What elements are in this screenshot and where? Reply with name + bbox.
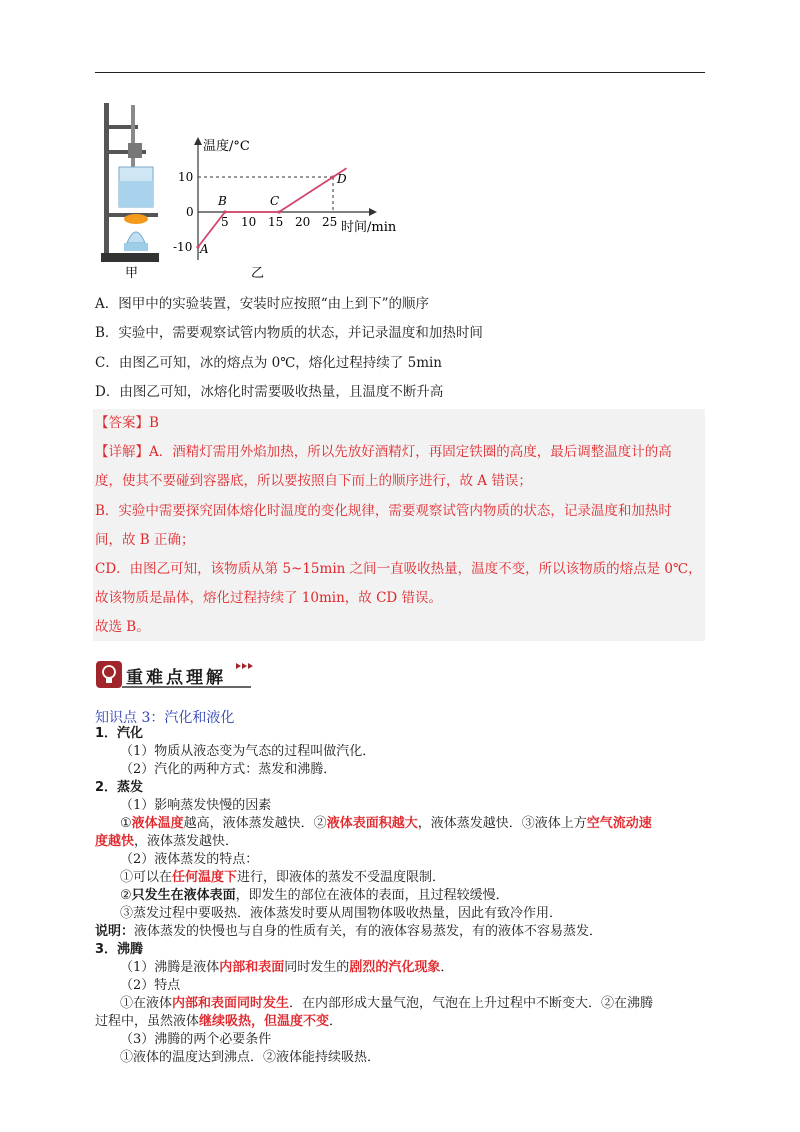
explanation-line: CD．由图乙可知，该物质从第 5~15min 之间一直吸收热量，温度不变，所以该物质的熔点是 0℃， <box>95 561 702 577</box>
text-line <box>120 815 652 833</box>
answer-box <box>93 409 705 641</box>
apparatus-and-graph <box>95 95 415 285</box>
text-run: ． <box>329 1014 343 1029</box>
heading-vaporization: 1．汽化 <box>95 726 144 741</box>
option-a: A．图甲中的实验装置，安装时应按照“由上到下”的顺序 <box>95 296 430 312</box>
graph-y-axis-label: 温度/°C <box>203 139 250 154</box>
explanation-line: 度，使其不要碰到容器底，所以要按照自下而上的顺序进行，故 A 错误； <box>95 473 532 489</box>
emphasis-text: 继续吸热，但温度不变 <box>199 1014 330 1029</box>
note-label: 说明： <box>95 924 135 939</box>
emphasis-text: 液体温度 <box>131 816 184 831</box>
text-run: 同时发生的 <box>284 960 350 975</box>
emphasis-text: 度越快 <box>95 834 135 849</box>
section-header <box>96 659 266 691</box>
header-rule <box>95 72 705 73</box>
figure-label-jia: 甲 <box>125 266 139 281</box>
text-run: ①在液体 <box>120 996 173 1011</box>
emphasis-text: 内部和表面同时发生 <box>172 996 290 1011</box>
text-line: ①液体的温度达到沸点．②液体能持续吸热． <box>120 1050 381 1065</box>
heading-evaporation: 2．蒸发 <box>95 780 144 795</box>
text-run: ② <box>120 888 132 903</box>
emphasis-text: 内部和表面 <box>219 960 285 975</box>
explanation-line: 间，故 B 正确； <box>95 532 195 548</box>
text-line <box>95 833 238 851</box>
explanation-line: 【详解】A．酒精灯需用外焰加热，所以先放好酒精灯，再固定铁圈的高度，最后调整温度计的高 <box>95 444 672 460</box>
graph-x-tick: 15 <box>268 215 284 229</box>
text-run: （1）沸腾是液体 <box>120 960 220 975</box>
text-line <box>120 959 453 977</box>
text-line <box>120 887 509 905</box>
explanation-line: B．实验中需要探究固体熔化时温度的变化规律，需要观察试管内物质的状态，记录温度和加热时 <box>95 503 672 519</box>
text-run: ① <box>120 816 132 831</box>
text-run: 过程中，虽然液体 <box>95 1014 200 1029</box>
text-run: ，液体蒸发越快． <box>134 834 239 849</box>
section-header-title: 重难点理解 <box>126 668 226 688</box>
graph-x-tick: 5 <box>221 215 229 229</box>
option-c: C．由图乙可知，冰的熔点为 0℃，熔化过程持续了 5min <box>95 355 443 371</box>
text-run: ． <box>440 960 454 975</box>
text-line <box>120 869 445 887</box>
explanation-line: 故该物质是晶体，熔化过程持续了 10min，故 CD 错误。 <box>95 590 443 606</box>
graph-point-label-d: D <box>337 172 347 186</box>
text-run: ，液体蒸发越快．③液体上方 <box>417 816 587 831</box>
figure-area <box>95 95 415 285</box>
data-point-B <box>223 210 226 213</box>
text-run: ，即发生的部位在液体的表面，且过程较缓慢． <box>235 888 509 903</box>
emphasis-text: 剧烈的汽化现象 <box>349 960 441 975</box>
option-b: B．实验中，需要观察试管内物质的状态，并记录温度和加热时间 <box>95 325 483 341</box>
text-line <box>120 995 653 1013</box>
lightbulb-icon <box>96 661 122 688</box>
answer-line: 【答案】B <box>95 415 159 431</box>
graph-y-tick: 0 <box>186 205 194 219</box>
data-point-C <box>277 210 280 213</box>
data-point-D <box>331 175 334 178</box>
emphasis-text: 空气流动速 <box>586 816 652 831</box>
graph-point-label-c: C <box>270 194 280 208</box>
text-run: 越高，液体蒸发越快．② <box>183 816 327 831</box>
text-line <box>95 1013 342 1031</box>
option-d: D．由图乙可知，冰熔化时需要吸收热量，且温度不断升高 <box>95 384 444 400</box>
text-run: 液体蒸发的快慢也与自身的性质有关，有的液体容易蒸发，有的液体不容易蒸发． <box>134 924 603 939</box>
emphasis-text: 液体表面积越大 <box>326 816 418 831</box>
text-line: （3）沸腾的两个必要条件 <box>120 1032 272 1047</box>
text-line: （1）影响蒸发快慢的因素 <box>120 798 272 813</box>
text-run: 进行，即液体的蒸发不受温度限制． <box>237 870 446 885</box>
text-line: （1）物质从液态变为气态的过程叫做汽化． <box>120 744 376 759</box>
text-run: ①可以在 <box>120 870 173 885</box>
graph-point-label-a: A <box>200 242 209 256</box>
note-line <box>95 923 602 941</box>
graph-x-tick: 25 <box>322 215 338 229</box>
experiment-apparatus-illustration <box>101 103 159 262</box>
bold-text: 只发生在液体表面 <box>131 888 236 903</box>
graph-x-axis-label: 时间/min <box>341 220 397 235</box>
text-line: ③蒸发过程中要吸热．液体蒸发时要从周围物体吸收热量，因此有致冷作用． <box>120 906 563 921</box>
emphasis-text: 任何温度下 <box>172 870 238 885</box>
graph-x-tick: 10 <box>241 215 257 229</box>
graph-line-series <box>196 168 346 248</box>
text-line: （2）汽化的两种方式：蒸发和沸腾． <box>120 762 337 777</box>
text-line: （2）液体蒸发的特点： <box>120 852 259 867</box>
figure-label-yi: 乙 <box>251 266 265 281</box>
text-run: ．在内部形成大量气泡，气泡在上升过程中不断变大．②在沸腾 <box>289 996 654 1011</box>
graph-x-tick: 20 <box>295 215 311 229</box>
graph-point-label-b: B <box>218 194 227 208</box>
heading-boiling: 3．沸腾 <box>95 942 144 957</box>
explanation-line: 故选 B。 <box>95 619 150 635</box>
graph-y-tick: -10 <box>173 240 193 254</box>
graph-y-tick: 10 <box>178 170 194 184</box>
knowledge-point-title: 知识点 3：汽化和液化 <box>95 710 235 726</box>
text-line: （2）特点 <box>120 978 181 993</box>
